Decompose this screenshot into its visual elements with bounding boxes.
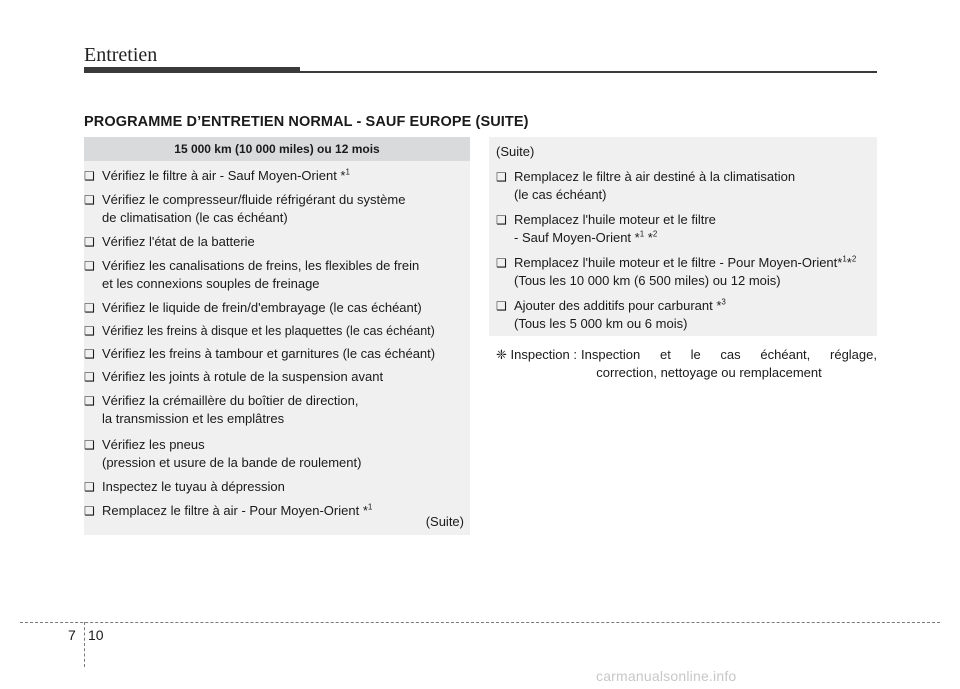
checkbox-icon: ❑ xyxy=(84,169,95,183)
list-item: ❑ Vérifiez les canalisations de freins, les flexibles de frein et les connexions souples de freinage xyxy=(84,258,420,291)
list-item: ❑ Vérifiez les freins à tambour et garnitures (le cas échéant) xyxy=(84,346,436,361)
checkbox-icon: ❑ xyxy=(496,213,507,227)
note-label: ❈ Inspection : xyxy=(496,347,577,362)
list-item: ❑ Ajouter des additifs pour carburant *$^3$ (Tous les 5 000 km ou 6 mois) xyxy=(496,297,726,331)
checkbox-icon: ❑ xyxy=(496,299,507,313)
list-item: ❑ Vérifiez les pneus (pression et usure de la bande de roulement) xyxy=(84,437,362,470)
checkbox-icon: ❑ xyxy=(84,259,95,273)
note-text-line2: correction, nettoyage ou remplacement xyxy=(596,365,822,380)
header-bar-thick xyxy=(84,67,300,73)
footer-divider xyxy=(20,622,940,623)
checkbox-icon: ❑ xyxy=(84,347,95,361)
checkbox-icon: ❑ xyxy=(84,480,95,494)
list-item: ❑ Remplacez le filtre à air - Pour Moyen-Orient *$^1$ xyxy=(84,502,373,518)
right-suite-label: (Suite) xyxy=(496,144,535,159)
footer-page-number: 10 xyxy=(88,627,104,643)
list-item: ❑ Vérifiez la crémaillère du boîtier de direction, la transmission et les emplâtres xyxy=(84,393,359,426)
checkbox-icon: ❑ xyxy=(84,370,95,384)
footer-vertical-divider xyxy=(84,622,85,667)
checkbox-icon: ❑ xyxy=(84,394,95,408)
left-suite-label: (Suite) xyxy=(425,514,464,529)
inspection-note xyxy=(496,346,877,382)
list-item: ❑ Vérifiez le filtre à air - Sauf Moyen-Orient *$^1$ xyxy=(84,167,350,183)
checkbox-icon: ❑ xyxy=(84,193,95,207)
list-item: ❑ Remplacez le filtre à air destiné à la climatisation (le cas échéant) xyxy=(496,169,796,202)
watermark: carmanualsonline.info xyxy=(596,668,737,684)
checkbox-icon: ❑ xyxy=(84,324,95,338)
list-item: ❑ Vérifiez le liquide de frein/d'embrayage (le cas échéant) xyxy=(84,300,422,315)
left-panel xyxy=(84,137,470,535)
list-item: ❑ Vérifiez les freins à disque et les plaquettes (le cas échéant) xyxy=(84,324,435,338)
note-text-line1: Inspection et le cas échéant, réglage, xyxy=(581,347,877,362)
list-item: ❑ Vérifiez le compresseur/fluide réfrigérant du système de climatisation (le cas échéant) xyxy=(84,192,406,225)
checkbox-icon: ❑ xyxy=(84,301,95,315)
checkbox-icon: ❑ xyxy=(496,256,507,270)
right-panel xyxy=(489,137,877,336)
list-item: ❑ Remplacez l'huile moteur et le filtre - Sauf Moyen-Orient *$^1$ *$^2$ xyxy=(496,212,716,245)
checkbox-icon: ❑ xyxy=(84,504,95,518)
checkbox-icon: ❑ xyxy=(84,438,95,452)
list-item: ❑ Inspectez le tuyau à dépression xyxy=(84,479,285,494)
checkbox-icon: ❑ xyxy=(496,170,507,184)
list-item: ❑ Vérifiez les joints à rotule de la suspension avant xyxy=(84,369,384,384)
list-item: ❑ Vérifiez l'état de la batterie xyxy=(84,234,255,249)
left-panel-body xyxy=(84,161,470,529)
list-item: ❑ Remplacez l'huile moteur et le filtre - Pour Moyen-Orient*$^1$*$^2$ (Tous les 10 000 km (6 500 miles) ou 12 mois) xyxy=(496,254,857,288)
checkbox-icon: ❑ xyxy=(84,235,95,249)
header-title: Entretien xyxy=(84,44,158,66)
left-panel-heading: 15 000 km (10 000 miles) ou 12 mois xyxy=(84,137,470,161)
footer-chapter-number: 7 xyxy=(68,627,76,643)
header-bar-thin xyxy=(300,71,877,73)
section-title: PROGRAMME D’ENTRETIEN NORMAL - SAUF EUROPE (SUITE) xyxy=(84,114,529,130)
